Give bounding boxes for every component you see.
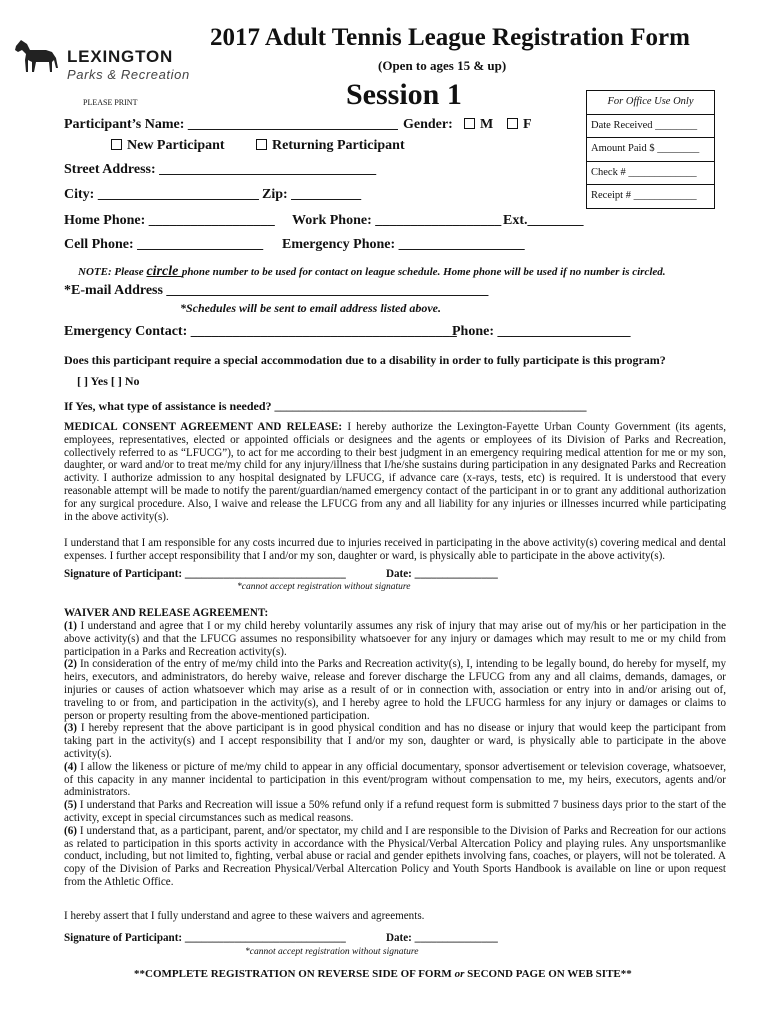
date-received-field[interactable]: Date Received ________ (587, 114, 714, 138)
signature-note-2: *cannot accept registration without signature (245, 947, 419, 957)
note-post: phone number to be used for contact on league schedule. Home phone will be used if no number is circled. (181, 266, 666, 278)
receipt-number-field[interactable]: Receipt # ____________ (587, 184, 714, 208)
signature-field-1[interactable]: Signature of Participant: _____________________________ (64, 568, 346, 580)
office-use-box (586, 90, 715, 209)
logo-name: LEXINGTON (67, 47, 174, 66)
office-title: For Office Use Only (607, 96, 694, 107)
city-field[interactable]: City: _______________________ (64, 187, 259, 202)
gender-f-label: F (523, 117, 532, 132)
waiver-list (64, 620, 726, 889)
footer-or: or (454, 968, 465, 980)
home-phone-field[interactable]: Home Phone: __________________ (64, 213, 275, 228)
new-participant-option[interactable] (111, 138, 225, 154)
check-number-field[interactable]: Check # _____________ (587, 161, 714, 185)
logo-subtitle: Parks & Recreation (67, 67, 190, 82)
footer-pre: **COMPLETE REGISTRATION ON REVERSE SIDE OF FORM (134, 968, 455, 980)
note-circle: circle (146, 264, 182, 279)
form-title: 2017 Adult Tennis League Registration Form (210, 24, 690, 51)
signature-note-1: *cannot accept registration without signature (237, 582, 411, 592)
signature-field-2[interactable]: Signature of Participant: _____________________________ (64, 932, 346, 944)
medical-consent-paragraph (64, 421, 726, 523)
waiver-item-text: I understand and agree that I or my child hereby voluntarily assumes any risk of injury that may arise out of my/his or her participation in the above activity(s) and that the LFUCG assumes no responsibility whatsoever for any injury or damages which may result to me or my child from participation in a Parks and Recreation activity(s). (64, 620, 726, 658)
email-note: *Schedules will be sent to email address listed above. (180, 301, 441, 315)
zip-field[interactable]: Zip: __________ (262, 187, 362, 202)
returning-participant-label: Returning Participant (272, 138, 405, 153)
waiver-item-number: (4) (64, 760, 77, 773)
emergency-contact-phone-field[interactable]: Phone: ___________________ (452, 324, 631, 339)
waiver-item-number: (1) (64, 620, 77, 632)
gender-m-option[interactable] (464, 117, 493, 133)
responsibility-paragraph: I understand that I am responsible for any costs incurred due to injuries received in participating in the above activity(s) covering medical and dental expenses. I further accept responsibility that I and/or my son, daughter or ward, is physically able to participate in the above activity(s). (64, 537, 726, 562)
waiver-item (64, 799, 726, 825)
waiver-item (64, 761, 726, 799)
accommodation-question: Does this participant require a special accommodation due to a disability in order to fully participate is this program? (64, 353, 666, 367)
waiver-item (64, 825, 726, 889)
waiver-item-number: (5) (64, 799, 77, 812)
phone-note (78, 264, 666, 280)
waiver-item-number: (3) (64, 722, 77, 735)
street-address-field[interactable]: Street Address: _______________________________ (64, 162, 377, 177)
session-label: Session 1 (346, 78, 462, 111)
waiver-item-text: I understand that Parks and Recreation will issue a 50% refund only if a refund request form is submitted 7 business days prior to the start of the activity, except in special circumstances such as medical reasons. (64, 799, 726, 824)
waiver-item-number: (6) (64, 824, 77, 837)
checkbox-icon[interactable] (256, 139, 267, 150)
checkbox-icon[interactable] (507, 118, 518, 129)
returning-participant-option[interactable] (256, 138, 405, 154)
please-print-label: PLEASE PRINT (83, 98, 138, 107)
assert-statement: I hereby assert that I fully understand and agree to these waivers and agreements. (64, 910, 425, 922)
gender-m-label: M (480, 117, 494, 132)
horse-logo-icon (12, 36, 60, 76)
participant-name-field[interactable]: Participant’s Name: ______________________________ (64, 117, 398, 132)
new-participant-label: New Participant (127, 138, 225, 153)
emergency-phone-field[interactable]: Emergency Phone: __________________ (282, 237, 525, 252)
email-field[interactable]: *E-mail Address ______________________________________________ (64, 283, 489, 298)
date-field-1[interactable]: Date: _______________ (386, 568, 498, 580)
waiver-item-text: I understand that, as a participant, parent, and/or spectator, my child and I are responsible to the Division of Parks and Recreation for our actions as related to participation in this sports activity in accordance with the Physical/Verbal Altercation Policy and playing rules. Any unsportsmanlike conduct, including, but not limited to, fighting, verbal abuse or racial and gender epithets involving fans, coaches, or players, will not be tolerated. A copy of the Division of Parks and Recreation Physical/Verbal Altercation Policy and Youth Sports Handbook is available on line or upon request from the Athletic Office. (64, 824, 726, 888)
form-subtitle: (Open to ages 15 & up) (378, 58, 507, 73)
footer-instruction (134, 968, 632, 980)
medical-heading: MEDICAL CONSENT AGREEMENT AND RELEASE: (64, 421, 343, 433)
footer-post: SECOND PAGE ON WEB SITE** (464, 968, 632, 980)
waiver-item-text: I allow the likeness or picture of me/my child to appear in any official documentary, sponsor advertisement or television coverage, whatsoever, of this capacity in any manner incidental to participation in this event/program without compensation to me, my heirs, executors, agents and/or administrators. (64, 760, 726, 799)
ext-field[interactable]: Ext.________ (503, 213, 584, 228)
date-field-2[interactable]: Date: _______________ (386, 932, 498, 944)
gender-label: Gender: (403, 117, 453, 132)
waiver-item-text: In consideration of the entry of me/my child into the Parks and Recreation activity(s), I, intending to be legally bound, do hereby for myself, my heirs, executors, and administrators, do hereby waive, release and forever discharge the LFUCG from any and all claims, demands, damages, or injuries or causes of action whatsoever which may arise as a result of or in connection with, association or entry into in and/or arising out of, traveling to or from, and participation in the activity(s), and I hereby agree to hold the LFUCG harmless for any injury or damages or claims to person or property resulting from the above-mentioned participation. (64, 658, 726, 722)
medical-text: I hereby authorize the Lexington-Fayette Urban County Government (its agents, employees, representatives, elected or appointed officials or designees and the agents or employees of its Division of Parks and Recreation, collectively referred to as “LFUCG”), to act for me according to their best judgment in an emergency requiring medical attention for me or my son, daughter, or ward and/or to treat me/my child for any injury/illness that I/he/she sustains during participation in any designated Parks and Recreation activity. I authorize admission to any hospital designated by LFUCG, if advance care (x-rays, tests, etc) is required. It is understood that every reasonable attempt will be made to notify the parent/guardian/named emergency contact of the participant in or to grant any additional authorization for any surgical procedure. Also, I waive and release the LFUCG from any and all liability for any injuries or illnesses incurred while participating in the above activity(s). (64, 421, 726, 523)
emergency-contact-field[interactable]: Emergency Contact: ______________________________________ (64, 324, 457, 339)
assistance-field[interactable]: If Yes, what type of assistance is needed? ____________________________________________________ (64, 399, 587, 413)
waiver-item-number: (2) (64, 658, 77, 671)
waiver-item (64, 620, 726, 658)
waiver-item-text: I hereby represent that the above participant is in good physical condition and has no disease or injury that would keep the participant from taking part in the activity(s) and I accept responsibility that I and/or my son, daughter or ward, is physically able to participate in the above activity(s). (64, 722, 726, 760)
work-phone-field[interactable]: Work Phone: __________________ (292, 213, 502, 228)
waiver-item (64, 722, 726, 760)
gender-f-option[interactable] (507, 117, 532, 133)
note-pre: NOTE: Please (78, 266, 147, 278)
checkbox-icon[interactable] (111, 139, 122, 150)
waiver-item (64, 658, 726, 722)
waiver-heading: WAIVER AND RELEASE AGREEMENT: (64, 607, 269, 619)
checkbox-icon[interactable] (464, 118, 475, 129)
accommodation-options[interactable]: [ ] Yes [ ] No (77, 374, 140, 388)
cell-phone-field[interactable]: Cell Phone: __________________ (64, 237, 264, 252)
amount-paid-field[interactable]: Amount Paid $ ________ (587, 137, 714, 161)
